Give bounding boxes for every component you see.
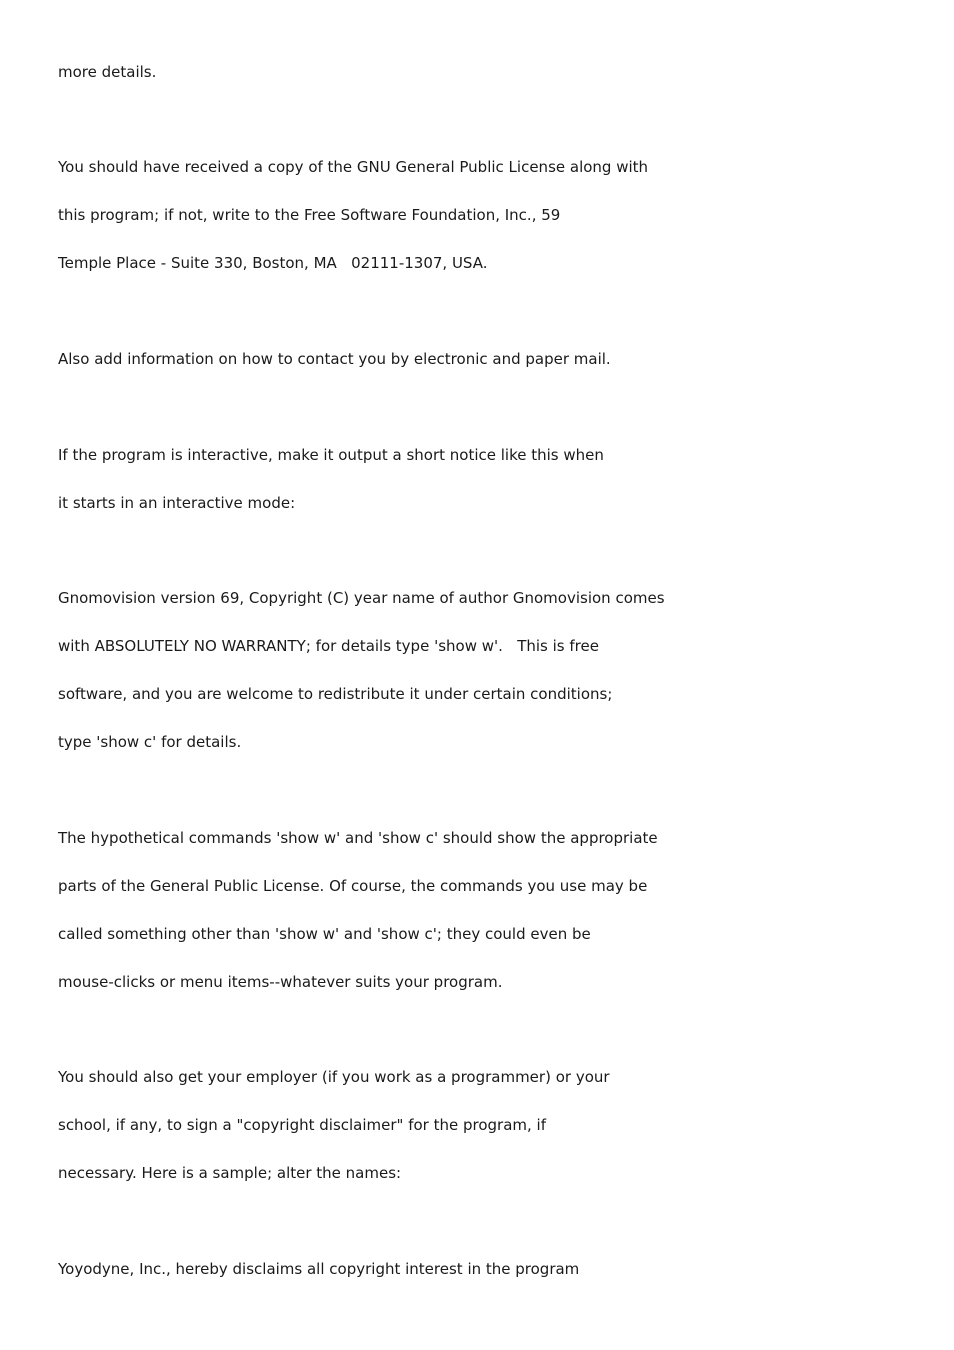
text-line: more details. — [58, 63, 157, 81]
text-line: school, if any, to sign a "copyright disclaimer" for the program, if — [58, 1116, 546, 1134]
text-line: type 'show c' for details. — [58, 733, 242, 751]
text-line: The hypothetical commands 'show w' and 'show c' should show the appropriate — [58, 829, 658, 847]
text-line: it starts in an interactive mode: — [58, 494, 296, 512]
text-line: called something other than 'show w' and 'show c'; they could even be — [58, 925, 591, 943]
text-line: parts of the General Public License. Of course, the commands you use may be — [58, 877, 648, 895]
text-line: software, and you are welcome to redistribute it under certain conditions; — [58, 685, 613, 703]
text-line: Gnomovision version 69, Copyright (C) year name of author Gnomovision comes — [58, 589, 665, 607]
text-line: Yoyodyne, Inc., hereby disclaims all copyright interest in the program — [58, 1260, 580, 1278]
text-line: with ABSOLUTELY NO WARRANTY; for details type 'show w'. This is free — [58, 637, 599, 655]
text-line: Also add information on how to contact you by electronic and paper mail. — [58, 350, 611, 368]
text-line: this program; if not, write to the Free Software Foundation, Inc., 59 — [58, 206, 561, 224]
text-line: You should also get your employer (if you work as a programmer) or your — [58, 1068, 610, 1086]
text-line: You should have received a copy of the GNU General Public License along with — [58, 158, 649, 176]
text-line: necessary. Here is a sample; alter the names: — [58, 1164, 402, 1182]
text-line: mouse-clicks or menu items--whatever suits your program. — [58, 973, 503, 991]
text-line: If the program is interactive, make it output a short notice like this when — [58, 446, 604, 464]
text-line: Temple Place - Suite 330, Boston, MA 02111-1307, USA. — [58, 254, 488, 272]
